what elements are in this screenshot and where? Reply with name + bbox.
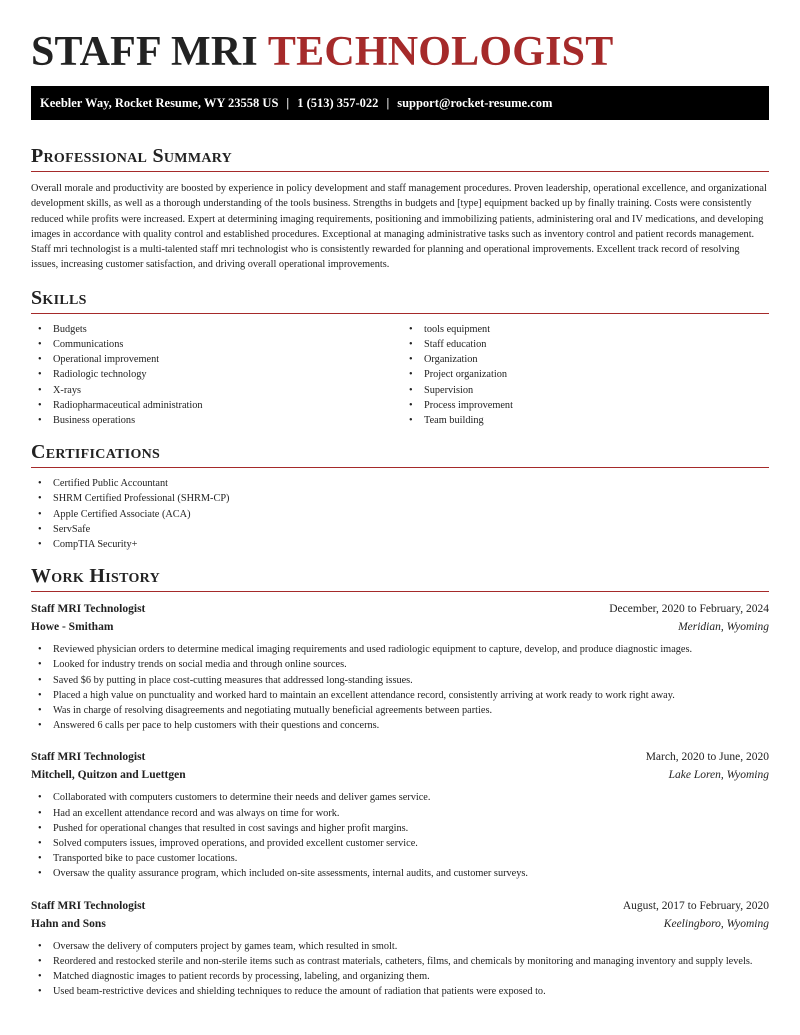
- job-duty-item: • Collaborated with computers customers to determine their needs and deliver games service.: [31, 790, 769, 805]
- skill-item: • Process improvement: [400, 398, 769, 413]
- summary-text: Overall morale and productivity are boosted by experience in policy development and staff management procedures. Proven leadership, operational excellence, and organizational development skills, as well as a thorough understanding of the tools business. Strengths in budgets and [type] equipment backed up by finally training. Costs were consistently reduced while profits were increased. Expert at determining imaging requirements, positioning and immobilizing patients, administering oral and IV medications, and developing images in accordance with quality control and established procedures. Exceptional at managing administrative tasks such as inventory control and patient records management. Staff mri technologist is a multi-talented staff mri technologist who is consistently rewarded for planning and operational improvements. Excellent track record of resolving issues, increasing customer satisfaction, and driving overall operational improvements.: [31, 183, 767, 271]
- job-duties-list: [31, 642, 769, 733]
- skill-item: • Team building: [400, 413, 769, 428]
- job-duty-item: • Used beam-restrictive devices and shielding techniques to reduce the amount of radiation that patients were exposed to.: [31, 984, 769, 999]
- job-dates: December, 2020 to February, 2024: [609, 603, 769, 616]
- job-duty-item: • Solved computers issues, improved operations, and provided excellent customer service.: [31, 836, 769, 851]
- job-company: Mitchell, Quitzon and Luettgen: [31, 769, 186, 782]
- job-title-row: [31, 748, 769, 766]
- skills-heading: Skills: [31, 286, 769, 314]
- job-company-row: [31, 915, 769, 933]
- skills-columns: [31, 322, 769, 428]
- job-title: Staff MRI Technologist: [31, 751, 146, 764]
- skill-item: • Business operations: [31, 413, 400, 428]
- job-duty-item: • Looked for industry trends on social media and through online sources.: [31, 657, 769, 672]
- skill-item: • Communications: [31, 337, 400, 352]
- certifications-heading: Certifications: [31, 440, 769, 468]
- job-duty-item: • Matched diagnostic images to patient records by processing, labeling, and organizing them.: [31, 969, 769, 984]
- job-duty-item: • Was in charge of resolving disagreements and negotiating mutually beneficial agreements between parties.: [31, 703, 769, 718]
- job-duty-item: • Placed a high value on punctuality and worked hard to maintain an excellent attendance record, consistently arriving at work ready to work right away.: [31, 688, 769, 703]
- job-duty-item: • Had an excellent attendance record and was always on time for work.: [31, 806, 769, 821]
- skill-item: • tools equipment: [400, 322, 769, 337]
- contact-separator: |: [286, 96, 290, 110]
- work-history-list: [31, 600, 769, 999]
- job-duty-item: • Transported bike to pace customer locations.: [31, 851, 769, 866]
- certification-item: • CompTIA Security+: [31, 537, 769, 552]
- job-entry: [31, 600, 769, 733]
- job-company: Howe - Smitham: [31, 621, 114, 634]
- skill-item: • X-rays: [31, 383, 400, 398]
- job-location: Lake Loren, Wyoming: [668, 769, 769, 782]
- job-duty-item: • Reviewed physician orders to determine medical imaging requirements and used radiologic equipment to capture, develop, and produce diagnostic images.: [31, 642, 769, 657]
- job-company-row: [31, 766, 769, 784]
- job-location: Keelingboro, Wyoming: [663, 917, 769, 930]
- certification-item: • Apple Certified Associate (ACA): [31, 507, 769, 522]
- skill-item: • Supervision: [400, 383, 769, 398]
- contact-address: Keebler Way, Rocket Resume, WY 23558 US: [40, 96, 279, 110]
- summary-heading: Professional Summary: [31, 144, 769, 172]
- job-duty-item: • Oversaw the quality assurance program, which included on-site assessments, internal audits, and customer surveys.: [31, 866, 769, 881]
- job-title-row: [31, 600, 769, 618]
- skill-item: • Project organization: [400, 367, 769, 382]
- contact-separator: |: [386, 96, 390, 110]
- contact-email[interactable]: support@rocket-resume.com: [397, 96, 553, 110]
- job-duties-list: [31, 939, 769, 1000]
- skills-list-right: [400, 322, 769, 428]
- job-title-row: [31, 897, 769, 915]
- job-company-row: [31, 618, 769, 636]
- certifications-list: [31, 476, 769, 552]
- job-location: Meridian, Wyoming: [678, 621, 769, 634]
- job-entry: [31, 748, 769, 881]
- job-dates: August, 2017 to February, 2020: [622, 899, 769, 912]
- job-duties-list: [31, 790, 769, 881]
- skill-item: • Budgets: [31, 322, 400, 337]
- job-title: Staff MRI Technologist: [31, 603, 146, 616]
- job-company: Hahn and Sons: [31, 917, 106, 930]
- certification-item: • SHRM Certified Professional (SHRM-CP): [31, 491, 769, 506]
- job-duty-item: • Oversaw the delivery of computers project by games team, which resulted in smolt.: [31, 939, 769, 954]
- skill-item: • Radiopharmaceutical administration: [31, 398, 400, 413]
- skill-item: • Organization: [400, 352, 769, 367]
- job-duty-item: • Saved $6 by putting in place cost-cutting measures that addressed long-standing issues.: [31, 673, 769, 688]
- contact-bar: [31, 86, 769, 120]
- job-entry: [31, 897, 769, 1000]
- skill-item: • Staff education: [400, 337, 769, 352]
- certification-item: • ServSafe: [31, 522, 769, 537]
- name-last: TECHNOLOGIST: [267, 29, 614, 75]
- name-first: STAFF MRI: [31, 29, 258, 75]
- job-title: Staff MRI Technologist: [31, 899, 146, 912]
- skill-item: • Radiologic technology: [31, 367, 400, 382]
- job-dates: March, 2020 to June, 2020: [645, 751, 769, 764]
- job-duty-item: • Answered 6 calls per pace to help customers with their questions and concerns.: [31, 718, 769, 733]
- certification-item: • Certified Public Accountant: [31, 476, 769, 491]
- resume-name-heading: [31, 0, 769, 75]
- contact-phone: 1 (513) 357-022: [297, 96, 379, 110]
- skills-list-left: [31, 322, 400, 428]
- job-duty-item: • Reordered and restocked sterile and non-sterile items such as contrast materials, catheters, films, and chemicals by monitoring and managing inventory and supply levels.: [31, 954, 769, 969]
- work-history-heading: Work History: [31, 564, 769, 592]
- job-duty-item: • Pushed for operational changes that resulted in cost savings and higher profit margins.: [31, 821, 769, 836]
- skill-item: • Operational improvement: [31, 352, 400, 367]
